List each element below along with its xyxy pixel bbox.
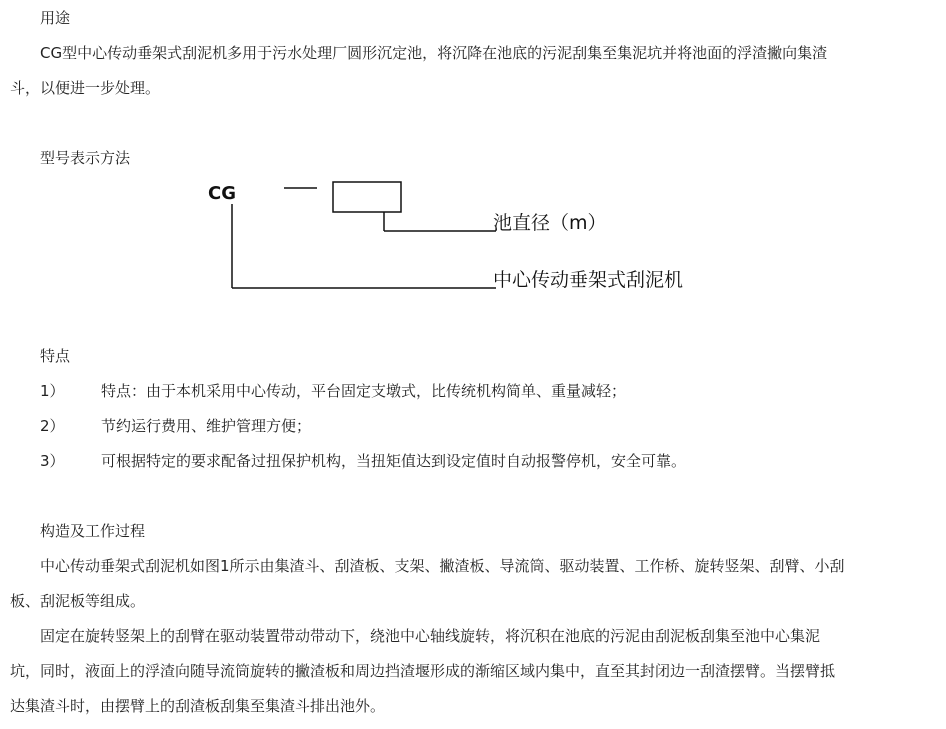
structure-heading: 构造及工作过程 (40, 522, 146, 540)
structure-p2-line1: 固定在旋转竖架上的刮臂在驱动装置带动带动下，绕池中心轴线旋转，将沉积在池底的污泥由刮泥板刮集至池中心集泥 (40, 627, 821, 645)
usage-heading: 用途 (40, 9, 71, 27)
diameter-label: 池直径（m） (493, 212, 607, 234)
features-heading: 特点 (40, 347, 71, 365)
feature-item-1-number: 1） (40, 382, 65, 400)
structure-p1-line2: 板、刮泥板等组成。 (10, 592, 146, 610)
feature-item-3-number: 3） (40, 452, 65, 470)
usage-text-line2: 斗，以便进一步处理。 (10, 79, 161, 97)
usage-text-line1: CG型中心传动垂架式刮泥机多用于污水处理厂圆形沉定池，将沉降在池底的污泥刮集至集泥坑并将池面的浮渣撇向集渣 (40, 44, 828, 62)
feature-item-2-text: 节约运行费用、维护管理方便； (101, 417, 312, 435)
diameter-box (333, 182, 401, 212)
feature-item-3-text: 可根据特定的要求配备过扭保护机构，当扭矩值达到设定值时自动报警停机，安全可靠。 (101, 452, 687, 470)
structure-p2-line3: 达集渣斗时，由摆臂上的刮渣板刮集至集渣斗排出池外。 (10, 697, 386, 715)
model-heading: 型号表示方法 (40, 149, 131, 167)
feature-item-2-number: 2） (40, 417, 65, 435)
structure-p2-line2: 坑，同时，液面上的浮渣向随导流筒旋转的撇渣板和周边挡渣堰形成的渐缩区域内集中，直至其封闭边一刮渣摆臂。当摆臂抵 (10, 662, 836, 680)
feature-item-1-text: 特点：由于本机采用中心传动，平台固定支墩式，比传统机构简单、重量减轻； (101, 382, 627, 400)
type-label: 中心传动垂架式刮泥机 (493, 269, 684, 291)
structure-p1-line1: 中心传动垂架式刮泥机如图1所示由集渣斗、刮渣板、支架、撇渣板、导流筒、驱动装置、工作桥、旋转竖架、刮臂、小刮 (40, 557, 845, 575)
model-code: CG (208, 183, 236, 204)
